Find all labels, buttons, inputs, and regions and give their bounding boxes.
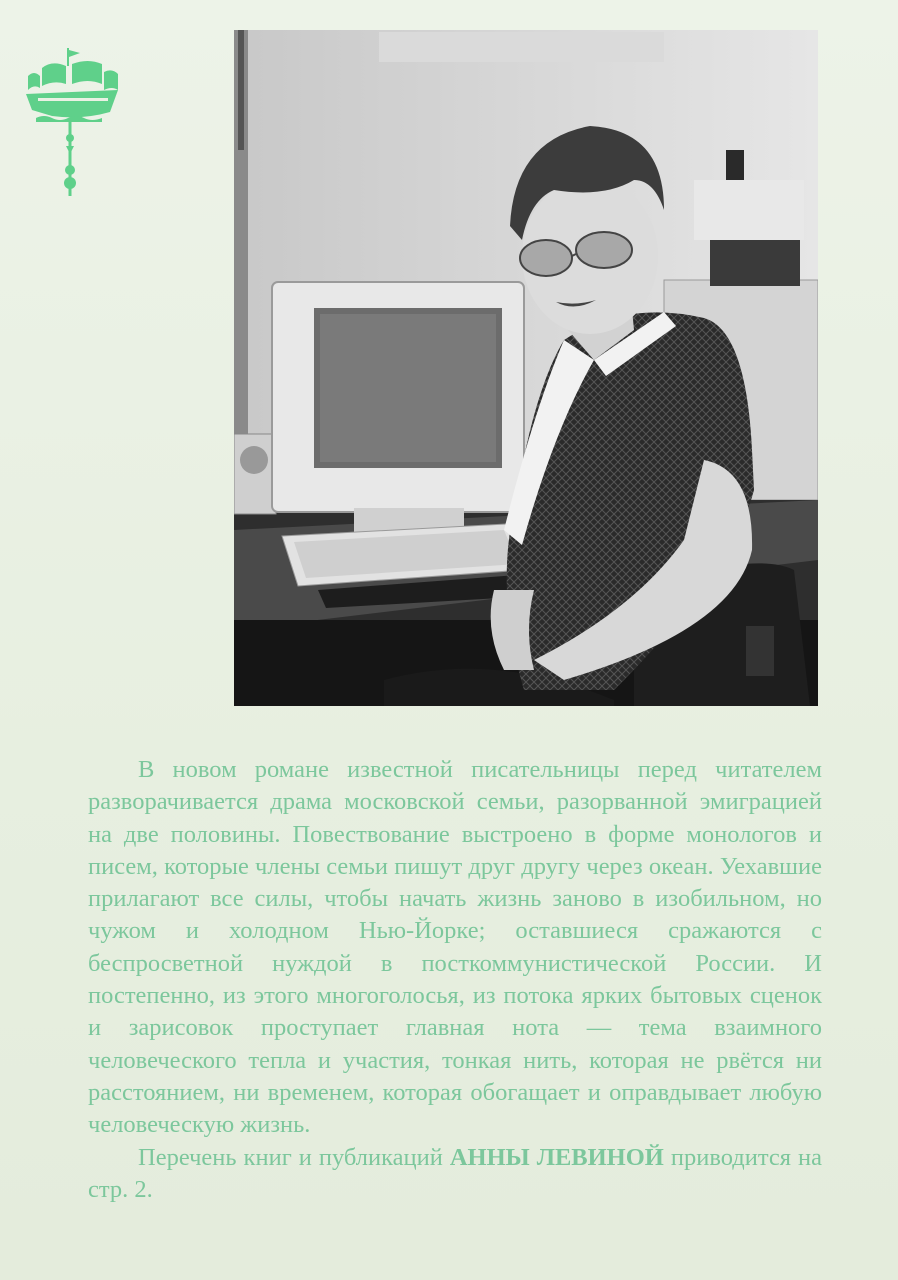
bibliography-note-suffix: приводится на стр. 2. — [88, 1143, 822, 1203]
bibliography-note — [88, 1142, 822, 1207]
bibliography-note-prefix: Перечень книг и публикаций — [138, 1143, 450, 1171]
description-paragraph: В новом романе известной писательницы перед читателем разворачивается драма московской семьи, разорванной эмиграцией на две половины. Повествование выстроено в форме монологов и писем, которые члены семьи пишут друг другу через океан. Уехавшие прилагают все силы, чтобы начать жизнь заново в изобильном, но чужом и холодном Нью-Йорке; оставшиеся сражаются с беспросветной нуждой в посткоммунистической России. И постепенно, из этого многоголосья, из потока ярких бытовых сценок и зарисовок проступает главная нота — тема взаимного человеческого тепла и участия, тонкая нить, которая не рвётся ни расстоянием, ни временем, которая обогащает и оправдывает любую человеческую жизнь. — [88, 756, 822, 1139]
author-portrait-photo — [234, 30, 818, 706]
author-name: АННЫ ЛЕВИНОЙ — [449, 1143, 664, 1171]
sailing-ship-weathervane-icon — [22, 46, 122, 200]
book-description — [88, 754, 822, 1206]
